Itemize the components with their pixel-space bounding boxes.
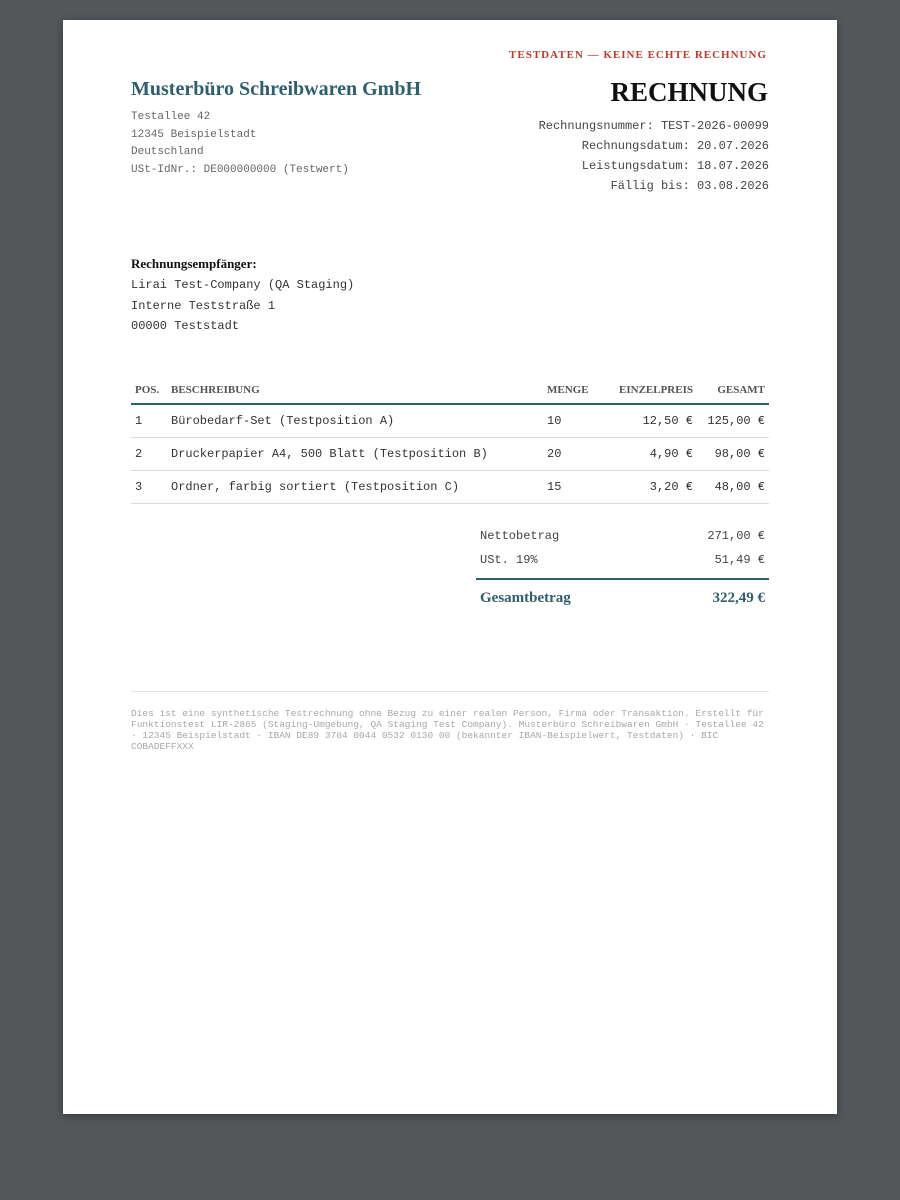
net-amount-row: [476, 524, 769, 548]
row-pos: 2: [135, 447, 143, 461]
document-title: RECHNUNG: [610, 77, 768, 107]
line-items-table: [131, 376, 769, 504]
table-header: [131, 376, 769, 405]
sender-city: 12345 Beispielstadt: [131, 128, 257, 141]
net-amount-value: 271,00 €: [707, 529, 765, 543]
row-description: Druckerpapier A4, 500 Blatt (Testposition B): [171, 447, 488, 461]
header-quantity: MENGE: [547, 383, 589, 396]
invoice-number: Rechnungsnummer: TEST-2026-00099: [538, 119, 769, 133]
footer-divider: [131, 691, 769, 692]
due-date: Fällig bis: 03.08.2026: [610, 179, 769, 193]
grand-total-label: Gesamtbetrag: [480, 589, 571, 606]
sender-street: Testallee 42: [131, 111, 211, 123]
row-unit-price: 12,50 €: [642, 414, 693, 428]
recipient-street: Interne Teststraße 1: [131, 298, 276, 313]
vat-value: 51,49 €: [714, 553, 765, 567]
header-total: GESAMT: [717, 383, 765, 396]
invoice-date: Rechnungsdatum: 20.07.2026: [581, 139, 769, 153]
grand-total-value: 322,49 €: [712, 589, 765, 606]
header-unit-price: EINZELPREIS: [619, 383, 693, 396]
sender-address: [131, 109, 349, 179]
header-description: BESCHREIBUNG: [171, 383, 260, 396]
footer-note: Dies ist eine synthetische Testrechnung ohne Bezug zu einer realen Person, Firma oder Transaktion. Erstellt für Funktionstest LIR-2865 (Staging-Umgebung, QA Staging Test Company). Musterbüro Schreibwaren GmbH · Testallee 42 · 12345 Beispielstadt · IBAN DE89 3704 0044 0532 0130 00 (bekannter IBAN-Beispielwert, Testdaten) · BIC COBADEFFXXX: [131, 708, 764, 752]
vat-label: USt. 19%: [480, 553, 538, 567]
invoice-meta: [539, 116, 769, 196]
header-pos: POS.: [135, 383, 160, 396]
vat-row: [476, 548, 769, 572]
sender-country: Deutschland: [131, 146, 204, 158]
invoice-page: [63, 20, 837, 1114]
recipient-city: 00000 Teststadt: [131, 319, 240, 333]
row-unit-price: 4,90 €: [649, 447, 693, 461]
row-total: 125,00 €: [707, 414, 765, 428]
table-row: [131, 438, 769, 471]
table-row: [131, 405, 769, 438]
sender-vat-id: USt-IdNr.: DE000000000 (Testwert): [131, 163, 349, 176]
recipient-address: [131, 275, 354, 337]
totals-block: [476, 524, 769, 616]
row-unit-price: 3,20 €: [649, 480, 693, 494]
recipient-label: Rechnungsempfänger:: [131, 256, 257, 271]
service-date: Leistungsdatum: 18.07.2026: [581, 159, 769, 173]
row-pos: 1: [135, 414, 143, 428]
net-amount-label: Nettobetrag: [480, 529, 560, 543]
row-description: Bürobedarf-Set (Testposition A): [171, 414, 395, 428]
table-row: [131, 471, 769, 504]
row-total: 98,00 €: [714, 447, 765, 461]
sender-company-name: Musterbüro Schreibwaren GmbH: [131, 78, 422, 100]
row-quantity: 15: [547, 480, 562, 494]
row-total: 48,00 €: [714, 480, 765, 494]
recipient-name: Lirai Test-Company (QA Staging): [131, 278, 355, 292]
row-description: Ordner, farbig sortiert (Testposition C): [171, 480, 460, 494]
row-pos: 3: [135, 480, 143, 494]
row-quantity: 10: [547, 414, 562, 428]
row-quantity: 20: [547, 447, 562, 461]
test-data-banner: TESTDATEN — KEINE ECHTE RECHNUNG: [509, 49, 767, 61]
grand-total-row: [476, 580, 769, 616]
